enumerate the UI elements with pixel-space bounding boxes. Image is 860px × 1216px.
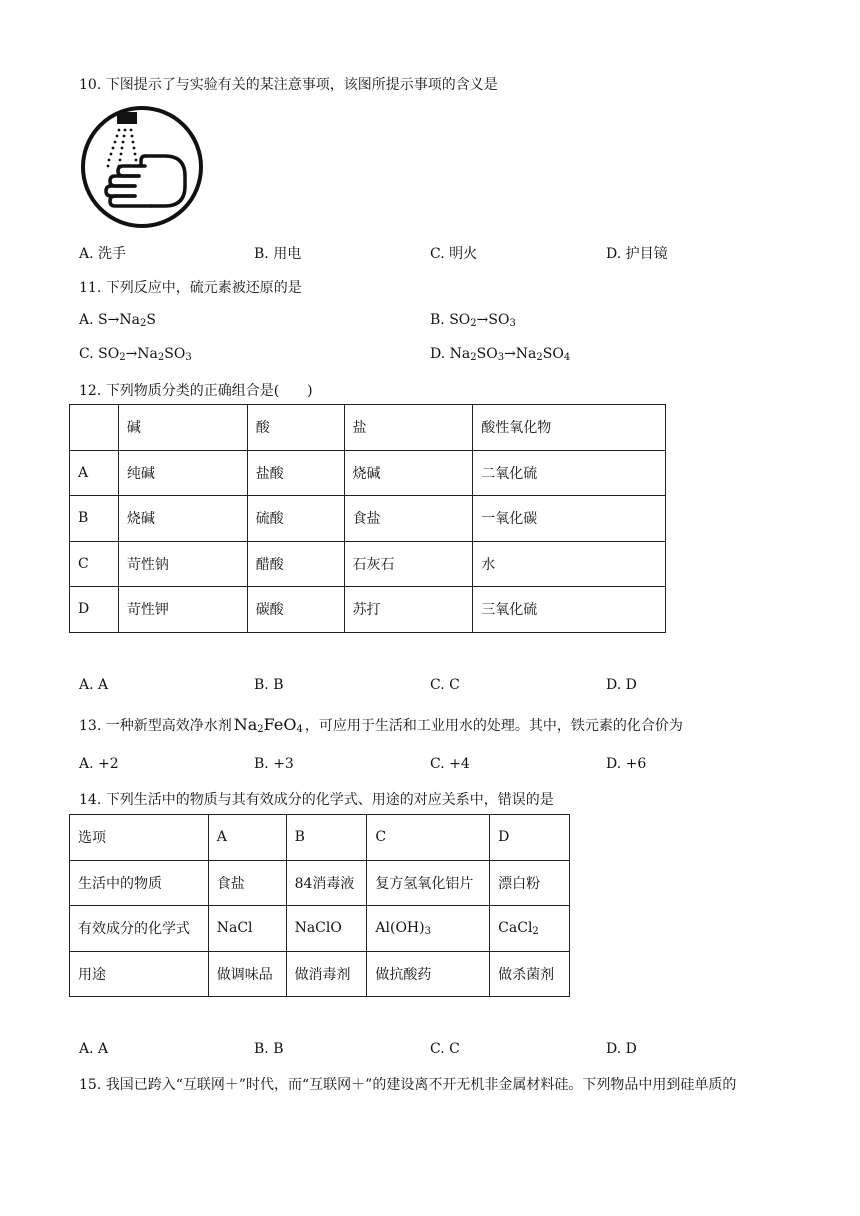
q14-table-cell: C	[367, 815, 490, 861]
q11-d-tail: $\to Na_2SO_4$	[504, 346, 571, 363]
q12-table-row	[70, 496, 666, 542]
q11-c-prefix: C. SO	[79, 346, 120, 362]
q14-table-cell: 食盐	[208, 860, 286, 906]
q11-b-sub: 2	[470, 318, 477, 329]
q11-c-sub: 2	[119, 352, 126, 363]
q12-option-c[interactable]: C. C	[430, 677, 460, 693]
q12-table-cell: 石灰石	[344, 541, 473, 587]
q12-table-cell: 水	[473, 541, 666, 587]
q12-table-cell: 酸	[247, 405, 344, 451]
q13-stem-before: 13. 一种新型高效净水剂	[79, 718, 232, 734]
q12-table-cell: D	[70, 587, 119, 633]
question-14-stem: 14. 下列生活中的物质与其有效成分的化学式、用途的对应关系中，错误的是	[79, 792, 554, 808]
q13-option-c[interactable]: C. +4	[430, 756, 470, 772]
q14-table-cell: 生活中的物质	[70, 860, 209, 906]
q14-table-cell: 做抗酸药	[367, 951, 490, 997]
q11-a-prefix: A. S→Na	[79, 312, 140, 328]
q12-table-cell: C	[70, 541, 119, 587]
q12-table-cell: 纯碱	[118, 450, 247, 496]
q14-table-row	[70, 951, 570, 997]
q12-table-cell: B	[70, 496, 119, 542]
q14-option-a[interactable]: A. A	[79, 1041, 109, 1057]
q12-option-a[interactable]: A. A	[79, 677, 109, 693]
q12-table-cell: 硫酸	[247, 496, 344, 542]
q13-option-d[interactable]: D. +6	[606, 756, 647, 772]
q12-table-row	[70, 405, 666, 451]
q10-option-b[interactable]: B. 用电	[254, 246, 302, 262]
q11-d-mid: SO	[476, 346, 498, 362]
q14-table-cell: NaCl	[208, 906, 286, 952]
question-12-stem: 12. 下列物质分类的正确组合是( )	[79, 383, 313, 399]
q14-table-row	[70, 860, 570, 906]
q12-table-row	[70, 587, 666, 633]
q14-table-cell: A	[208, 815, 286, 861]
q12-table-cell: 酸性氧化物	[473, 405, 666, 451]
question-11-stem: 11. 下列反应中，硫元素被还原的是	[79, 280, 302, 296]
q14-table-cell: CaCl$_2$	[490, 906, 570, 952]
q12-table-cell: 盐酸	[247, 450, 344, 496]
q11-option-a[interactable]	[79, 312, 156, 328]
q12-table-cell: 醋酸	[247, 541, 344, 587]
q10-option-d[interactable]: D. 护目镜	[606, 246, 668, 262]
q14-option-d[interactable]: D. D	[606, 1041, 637, 1057]
q11-a-suffix: S	[146, 312, 156, 328]
q12-table-cell	[70, 405, 119, 451]
q14-correspondence-table	[69, 814, 570, 997]
q12-table-cell: 盐	[344, 405, 473, 451]
q11-d-sub2: 3	[497, 352, 505, 363]
hand-washing-icon	[79, 104, 205, 230]
q14-table-cell: 选项	[70, 815, 209, 861]
q11-c-sub2: 2	[157, 352, 165, 363]
q12-table-cell: 食盐	[344, 496, 473, 542]
q11-a-sub: 2	[139, 318, 147, 329]
q11-b-mid: →SO	[476, 312, 510, 328]
q12-table-cell: 烧碱	[118, 496, 247, 542]
q12-option-b[interactable]: B. B	[254, 677, 284, 693]
question-13-stem	[79, 715, 683, 735]
question-15-stem: 15. 我国已跨入“互联网＋”时代，而“互联网＋”的建设离不开无机非金属材料硅。下列物品中用到硅单质的	[79, 1077, 737, 1093]
q12-table-row	[70, 450, 666, 496]
q12-table-cell: A	[70, 450, 119, 496]
q14-table-cell: 做杀菌剂	[490, 951, 570, 997]
q14-table-row	[70, 815, 570, 861]
q11-c-suffix: $SO_3$	[164, 346, 192, 363]
q12-table-cell: 一氧化碳	[473, 496, 666, 542]
q14-table-cell: B	[286, 815, 367, 861]
q10-option-a[interactable]: A. 洗手	[79, 246, 127, 262]
q11-b-sub2: 3	[509, 318, 516, 329]
q12-table-cell: 三氧化硫	[473, 587, 666, 633]
q13-option-b[interactable]: B. +3	[254, 756, 294, 772]
q11-option-b[interactable]	[430, 312, 516, 328]
q12-option-d[interactable]: D. D	[606, 677, 637, 693]
q14-table-cell: 84消毒液	[286, 860, 367, 906]
q14-table-cell: 做调味品	[208, 951, 286, 997]
q13-option-a[interactable]: A. +2	[79, 756, 119, 772]
q14-table-cell: D	[490, 815, 570, 861]
q11-option-d[interactable]	[430, 346, 570, 362]
q12-table-cell: 二氧化硫	[473, 450, 666, 496]
q10-option-c[interactable]: C. 明火	[430, 246, 478, 262]
q14-table-cell: $Al(OH)_3$	[367, 906, 490, 952]
q14-option-c[interactable]: C. C	[430, 1041, 460, 1057]
q11-c-mid: →Na	[125, 346, 158, 362]
q12-table-cell: 烧碱	[344, 450, 473, 496]
q14-table-cell: NaClO	[286, 906, 367, 952]
q14-table-cell: 有效成分的化学式	[70, 906, 209, 952]
q11-d-sub: 2	[470, 352, 477, 363]
q13-stem-after: ，可应用于生活和工业用水的处理。其中，铁元素的化合价为	[304, 718, 683, 734]
q14-option-b[interactable]: B. B	[254, 1041, 284, 1057]
q14-table-row	[70, 906, 570, 952]
q11-d-prefix: D. Na	[430, 346, 471, 362]
q14-table-cell: 做消毒剂	[286, 951, 367, 997]
q14-table-cell: 用途	[70, 951, 209, 997]
question-10-stem: 10. 下图提示了与实验有关的某注意事项，该图所提示事项的含义是	[79, 77, 498, 93]
q11-b-prefix: B. SO	[430, 312, 471, 328]
q13-formula: $Na_2FeO_4$	[233, 715, 303, 735]
q14-table-cell: 复方氢氧化铝片	[367, 860, 490, 906]
q11-option-c[interactable]	[79, 346, 192, 362]
q12-table-cell: 苛性钠	[118, 541, 247, 587]
q14-table-cell: 漂白粉	[490, 860, 570, 906]
q12-table-cell: 苛性钾	[118, 587, 247, 633]
q12-classification-table	[69, 404, 666, 633]
q12-table-cell: 碳酸	[247, 587, 344, 633]
q12-table-cell: 苏打	[344, 587, 473, 633]
q12-table-row	[70, 541, 666, 587]
q12-table-cell: 碱	[118, 405, 247, 451]
